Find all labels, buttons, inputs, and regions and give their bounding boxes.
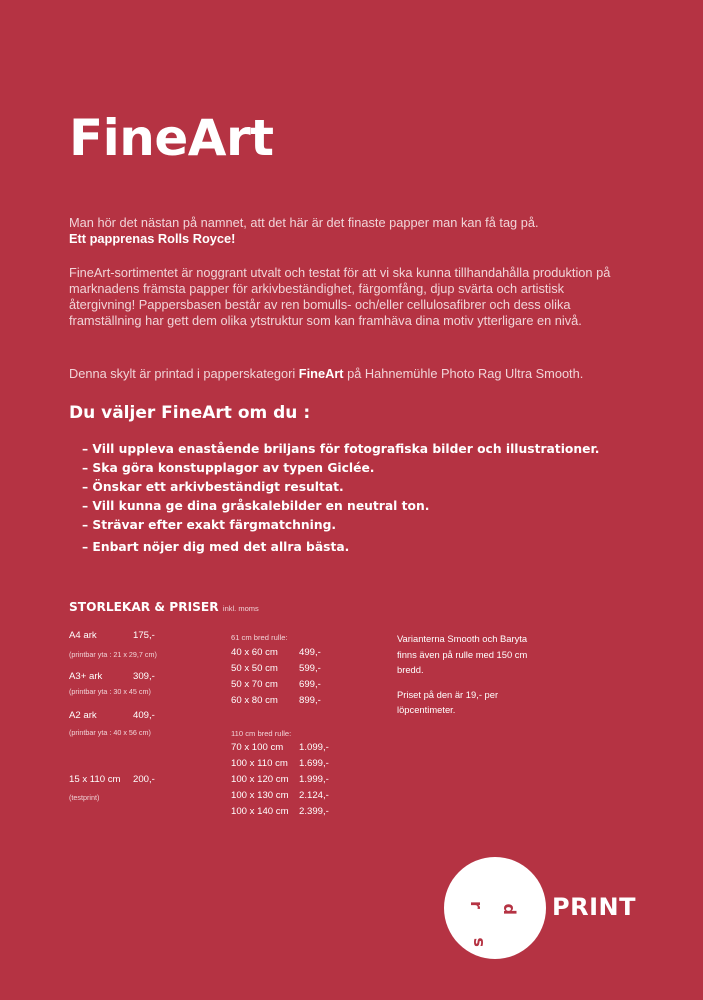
price-row	[231, 647, 321, 658]
benefit-item: – Vill kunna ge dina gråskalebilder en neutral ton.	[82, 499, 430, 513]
size-label: 100 x 130 cm	[231, 790, 289, 801]
size-label: 100 x 140 cm	[231, 806, 289, 817]
roll-61-heading: 61 cm bred rulle:	[231, 633, 288, 642]
size-label: 15 x 110 cm	[69, 774, 121, 785]
size-price: 309,-	[133, 671, 155, 682]
price-row	[69, 710, 155, 721]
price-row	[231, 790, 329, 801]
intro-line-1: Man hör det nästan på namnet, att det här är det finaste papper man kan få tag på.	[69, 215, 539, 230]
logo-letter-p: p	[498, 903, 517, 915]
benefit-item: – Strävar efter exakt färgmatchning.	[82, 518, 337, 532]
size-price: 200,-	[133, 774, 155, 785]
price-row	[69, 630, 155, 641]
size-price: 175,-	[133, 630, 155, 641]
rsp-logo-mark	[444, 857, 546, 959]
benefit-item: – Enbart nöjer dig med det allra bästa.	[82, 540, 350, 554]
rsp-logo-icon	[444, 857, 546, 959]
price-row	[231, 695, 321, 706]
size-label: 70 x 100 cm	[231, 742, 284, 753]
size-note: (printbar yta : 30 x 45 cm)	[69, 687, 151, 696]
roll-110-heading: 110 cm bred rulle:	[231, 729, 292, 738]
roll-info-price: Priset på den är 19,- per löpcentimeter.	[397, 688, 499, 715]
print-info-before: Denna skylt är printad i papperskategori	[69, 366, 299, 381]
size-note: (printbar yta : 21 x 29,7 cm)	[69, 650, 157, 659]
page-title: FineArt	[69, 109, 274, 167]
price-row	[231, 774, 329, 785]
benefit-item: – Önskar ett arkivbeständigt resultat.	[82, 480, 344, 494]
print-info-after: på Hahnemühle Photo Rag Ultra Smooth.	[343, 366, 584, 381]
size-price: 409,-	[133, 710, 155, 721]
price-row	[231, 806, 329, 817]
logo-letter-s: s	[468, 937, 487, 947]
size-price: 1.699,-	[299, 758, 329, 769]
roll-info-variants: Varianterna Smooth och Baryta finns även på rulle med 150 cm bredd.	[397, 633, 528, 675]
sizes-heading-note: inkl. moms	[222, 604, 259, 613]
logo-letter-r: r	[467, 901, 486, 909]
price-row	[231, 679, 321, 690]
size-label: A2 ark	[69, 710, 97, 721]
price-row	[231, 758, 329, 769]
price-row	[231, 742, 329, 753]
size-price: 699,-	[299, 679, 321, 690]
logo-wordmark: PRINT	[552, 893, 636, 921]
size-label: 100 x 120 cm	[231, 774, 289, 785]
size-price: 1.999,-	[299, 774, 329, 785]
size-label: 100 x 110 cm	[231, 758, 288, 769]
description-paragraph: FineArt-sortimentet är noggrant utvalt och testat för att vi ska kunna tillhandahålla produktion på marknadens främsta papper för arkivbeständighet, färgomfång, djup svärta och artistisk återgivning! Pappersbasen består av ren bomulls- och/eller cellulosafibrer och dess olika framställning har gett dem olika ytstruktur som kan framhäva dina motiv ytterligare en nivå.	[69, 265, 611, 328]
benefit-item: – Ska göra konstupplagor av typen Giclée.	[82, 461, 375, 475]
choose-heading: Du väljer FineArt om du :	[69, 403, 311, 423]
size-price: 1.099,-	[299, 742, 329, 753]
size-label: A4 ark	[69, 630, 97, 641]
price-row	[231, 663, 321, 674]
size-note: (testprint)	[69, 793, 100, 802]
intro-text	[69, 215, 629, 247]
sizes-heading	[69, 600, 259, 614]
size-note: (printbar yta : 40 x 56 cm)	[69, 728, 151, 737]
benefit-item: – Vill uppleva enastående briljans för fotografiska bilder och illustrationer.	[82, 442, 600, 456]
size-label: 60 x 80 cm	[231, 695, 278, 706]
benefit-list	[82, 440, 599, 557]
size-label: A3+ ark	[69, 671, 103, 682]
size-price: 2.124,-	[299, 790, 329, 801]
size-price: 599,-	[299, 663, 321, 674]
print-info-bold: FineArt	[298, 366, 344, 381]
size-price: 499,-	[299, 647, 321, 658]
intro-line-2: Ett papprenas Rolls Royce!	[69, 231, 236, 246]
print-info-paragraph	[69, 366, 629, 382]
size-price: 899,-	[299, 695, 321, 706]
price-row	[69, 671, 155, 682]
size-label: 50 x 50 cm	[231, 663, 278, 674]
size-price: 2.399,-	[299, 806, 329, 817]
sizes-heading-text: STORLEKAR & PRISER	[69, 600, 219, 614]
price-row	[69, 774, 155, 785]
roll-info	[397, 631, 547, 727]
size-label: 40 x 60 cm	[231, 647, 278, 658]
size-label: 50 x 70 cm	[231, 679, 278, 690]
